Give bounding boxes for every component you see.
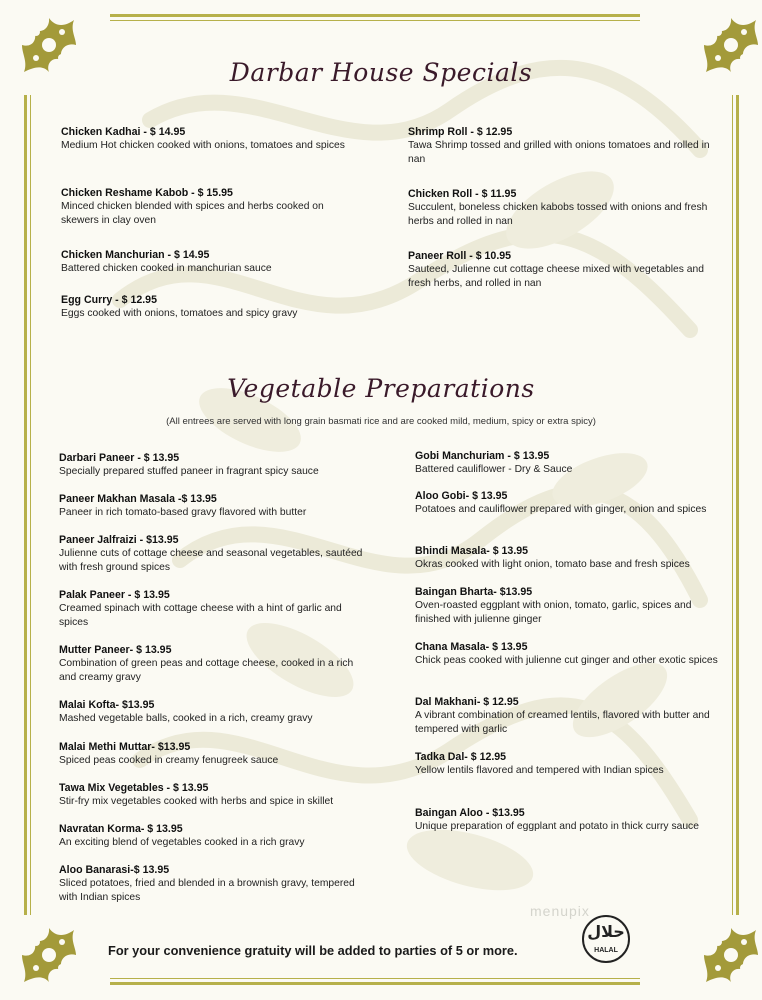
menu-item-name: Paneer Roll - $ 10.95 <box>408 250 512 262</box>
menu-item-description: Medium Hot chicken cooked with onions, tomatoes and spices <box>61 140 345 151</box>
menu-item-description: Paneer in rich tomato-based gravy flavored with butter <box>59 507 307 518</box>
menu-item-name: Baingan Aloo - $13.95 <box>415 807 525 819</box>
menu-item <box>61 249 272 276</box>
left-border-line-inner <box>30 95 31 915</box>
menu-item-name: Paneer Makhan Masala -$ 13.95 <box>59 493 217 505</box>
menu-item-name: Navratan Korma- $ 13.95 <box>59 823 183 835</box>
menu-item-name: Chicken Manchurian - $ 14.95 <box>61 249 210 261</box>
menu-item <box>59 782 333 809</box>
menu-item-description: Specially prepared stuffed paneer in fragrant spicy sauce <box>59 466 319 477</box>
menu-item <box>59 534 369 574</box>
menu-item-description: Potatoes and cauliflower prepared with ginger, onion and spices <box>415 504 707 515</box>
menu-item-name: Aloo Gobi- $ 13.95 <box>415 490 508 502</box>
menu-item-description: Mashed vegetable balls, cooked in a rich, creamy gravy <box>59 713 313 724</box>
menu-item-description: Stir-fry mix vegetables cooked with herbs and spice in skillet <box>59 796 334 807</box>
menu-item <box>61 187 361 227</box>
menu-item <box>61 294 297 321</box>
menu-item <box>408 188 718 228</box>
halal-badge <box>581 914 631 964</box>
menu-item-description: Succulent, boneless chicken kabobs tossed with onions and fresh herbs and rolled in nan <box>408 202 708 227</box>
menu-item-name: Gobi Manchuriam - $ 13.95 <box>415 450 550 462</box>
menu-item-name: Chana Masala- $ 13.95 <box>415 641 528 653</box>
menu-item-description: Yellow lentils flavored and tempered with Indian spices <box>415 765 664 776</box>
menu-item <box>415 807 699 834</box>
corner-ornament-bottom-left <box>18 924 80 986</box>
menu-item <box>415 586 725 626</box>
menupix-watermark: menupix <box>530 903 590 919</box>
vegetable-note: (All entrees are served with long grain basmati rice and are cooked mild, medium, spicy or extra spicy) <box>166 416 596 427</box>
menu-item-description: Combination of green peas and cottage cheese, cooked in a rich and creamy gravy <box>59 658 354 683</box>
menu-item <box>59 741 278 768</box>
menu-item-name: Dal Makhani- $ 12.95 <box>415 696 519 708</box>
menu-item <box>415 696 725 736</box>
menu-item-description: Chick peas cooked with julienne cut ginger and other exotic spices <box>415 655 718 666</box>
menu-item-description: Spiced peas cooked in creamy fenugreek sauce <box>59 755 279 766</box>
menu-item <box>408 126 718 166</box>
menu-item <box>61 126 345 153</box>
menu-item <box>415 641 718 668</box>
menu-item <box>59 864 369 904</box>
menu-item-description: Tawa Shrimp tossed and grilled with onions tomatoes and rolled in nan <box>408 140 710 165</box>
menu-item-name: Paneer Jalfraizi - $13.95 <box>59 534 179 546</box>
menu-item-description: Sauteed, Julienne cut cottage cheese mixed with vegetables and fresh herbs, and rolled in nan <box>408 264 704 289</box>
menu-item <box>59 452 319 479</box>
menu-item-name: Chicken Kadhai - $ 14.95 <box>61 126 186 138</box>
corner-ornament-bottom-right <box>700 924 762 986</box>
menu-item-description: Eggs cooked with onions, tomatoes and spicy gravy <box>61 308 298 319</box>
top-border-line-inner <box>110 20 640 21</box>
menu-item-name: Chicken Roll - $ 11.95 <box>408 188 517 200</box>
menu-item-name: Darbari Paneer - $ 13.95 <box>59 452 180 464</box>
left-border-line <box>24 95 27 915</box>
menu-item-name: Bhindi Masala- $ 13.95 <box>415 545 529 557</box>
menu-item-name: Malai Methi Muttar- $13.95 <box>59 741 191 753</box>
gratuity-notice: For your convenience gratuity will be added to parties of 5 or more. <box>108 943 518 958</box>
menu-item-description: Minced chicken blended with spices and herbs cooked on skewers in clay oven <box>61 201 324 226</box>
menu-item <box>59 589 369 629</box>
bottom-border-line <box>110 982 640 985</box>
menu-item-name: Malai Kofta- $13.95 <box>59 699 155 711</box>
right-border-line-inner <box>732 95 733 915</box>
menu-item <box>59 823 305 850</box>
menu-item-description: An exciting blend of vegetables cooked in a rich gravy <box>59 837 305 848</box>
menu-item <box>415 490 706 517</box>
specials-title: Darbar House Specials <box>229 58 533 87</box>
menu-item-description: Julienne cuts of cottage cheese and seasonal vegetables, sautéed with fresh ground spices <box>59 548 363 573</box>
menu-item <box>59 644 369 684</box>
vegetable-title: Vegetable Preparations <box>227 374 535 403</box>
menu-item-description: Battered chicken cooked in manchurian sauce <box>61 263 272 274</box>
menu-item <box>415 450 572 477</box>
menu-item-description: Okras cooked with light onion, tomato base and fresh spices <box>415 559 690 570</box>
menu-item-name: Shrimp Roll - $ 12.95 <box>408 126 513 138</box>
menu-item-name: Palak Paneer - $ 13.95 <box>59 589 170 601</box>
menu-item <box>415 751 664 778</box>
menu-item-description: A vibrant combination of creamed lentils, flavored with butter and tempered with garlic <box>415 710 710 735</box>
menu-item <box>59 493 306 520</box>
menu-item-name: Aloo Banarasi-$ 13.95 <box>59 864 170 876</box>
bottom-border-line-inner <box>110 978 640 979</box>
menu-item-description: Battered cauliflower - Dry & Sauce <box>415 464 573 475</box>
menu-item <box>408 250 718 290</box>
menu-item-name: Tadka Dal- $ 12.95 <box>415 751 507 763</box>
menu-item <box>415 545 690 572</box>
menu-item-description: Sliced potatoes, fried and blended in a brownish gravy, tempered with Indian spices <box>59 878 355 903</box>
menu-item-description: Creamed spinach with cottage cheese with a hint of garlic and spices <box>59 603 342 628</box>
halal-label: HALAL <box>594 947 618 954</box>
menu-item-name: Egg Curry - $ 12.95 <box>61 294 157 306</box>
menu-item-description: Oven-roasted eggplant with onion, tomato, garlic, spices and finished with julienne ginger <box>415 600 692 625</box>
menu-item-name: Baingan Bharta- $13.95 <box>415 586 533 598</box>
menu-item-name: Mutter Paneer- $ 13.95 <box>59 644 172 656</box>
right-border-line <box>736 95 739 915</box>
menu-item-description: Unique preparation of eggplant and potato in thick curry sauce <box>415 821 699 832</box>
menu-item <box>59 699 313 726</box>
halal-arabic-text: حلال <box>587 922 625 941</box>
menu-item-name: Tawa Mix Vegetables - $ 13.95 <box>59 782 209 794</box>
menu-item-name: Chicken Reshame Kabob - $ 15.95 <box>61 187 233 199</box>
top-border-line <box>110 14 640 17</box>
